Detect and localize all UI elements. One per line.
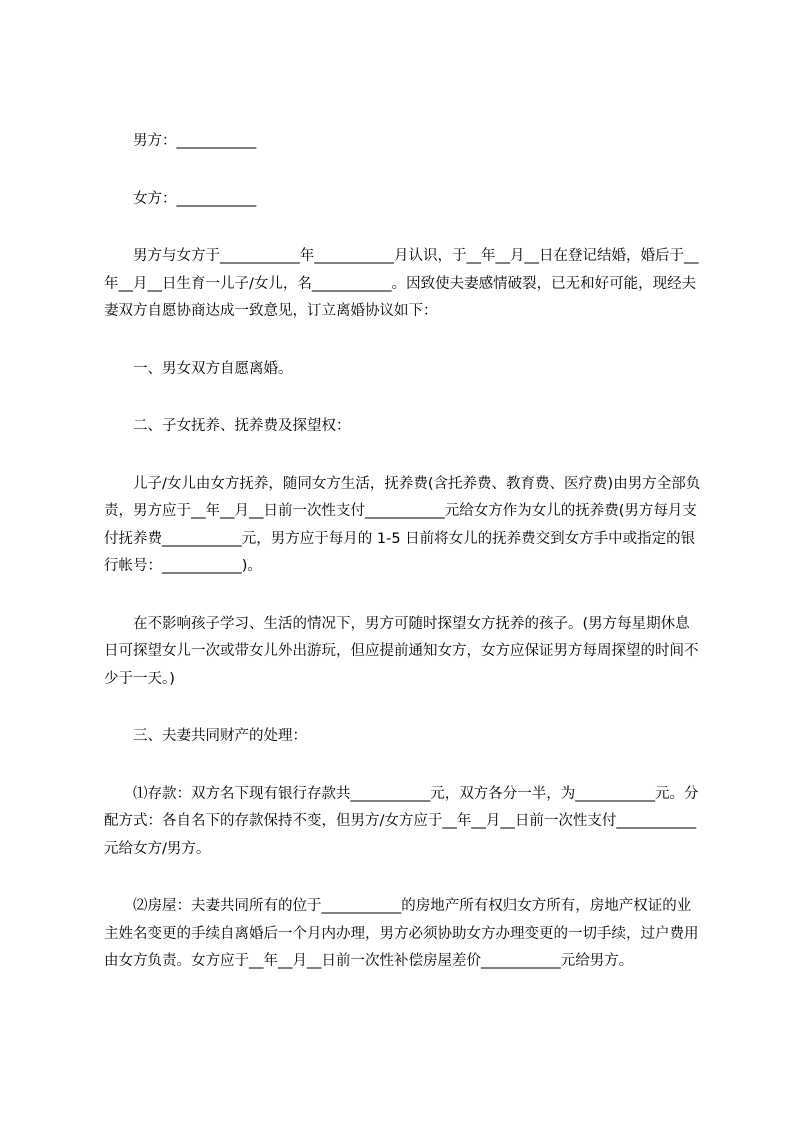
intro-paragraph: 男方与女方于___________年___________月认识，于__年__月__日在登记结婚，婚后于__年__月__日生育一儿子/女儿，名___________。因致使夫妻感情破裂，已无和好可能，现经夫妻双方自愿协商达成一致意见，订立离婚协议如下： <box>104 248 699 319</box>
visitation-paragraph: 在不影响孩子学习、生活的情况下，男方可随时探望女方抚养的孩子。(男方每星期休息日可探望女儿一次或带女儿外出游玩，但应提前通知女方，女方应保证男方每周探望的时间不少于一天。) <box>104 615 699 687</box>
husband-line: 男方：___________ <box>133 133 257 149</box>
section-3-heading: 三、夫妻共同财产的处理： <box>133 728 307 744</box>
document-body <box>104 128 704 976</box>
wife-line: 女方：___________ <box>133 190 257 207</box>
custody-paragraph: 儿子/女儿由女方抚养，随同女方生活，抚养费(含托养费、教育费、医疗费)由男方全部负责，男方应于__年__月__日前一次性支付___________元给女方作为女儿的抚养费(男方每月支付抚养费___________元，男方应于每月的 1-5 日前将女儿的抚养费交到女方手中或指定的银行帐号：___________)。 <box>104 475 701 574</box>
house-paragraph: ⑵房屋：夫妻共同所有的位于___________的房地产所有权归女方所有，房地产权证的业主姓名变更的手续自离婚后一个月内办理，男方必须协助女方办理变更的一切手续，过户费用由女方负责。女方应于__年__月__日前一次性补偿房屋差价___________元给男方。 <box>104 898 699 969</box>
section-1-heading: 一、男女双方自愿离婚。 <box>133 360 293 377</box>
section-2-heading: 二、子女抚养、抚养费及探望权： <box>133 418 351 434</box>
deposits-paragraph: ⑴存款：双方名下现有银行存款共___________元，双方各分一半，为___________元。分配方式：各自名下的存款保持不变，但男方/女方应于__年__月__日前一次性支付___________元给女方/男方。 <box>104 785 699 857</box>
